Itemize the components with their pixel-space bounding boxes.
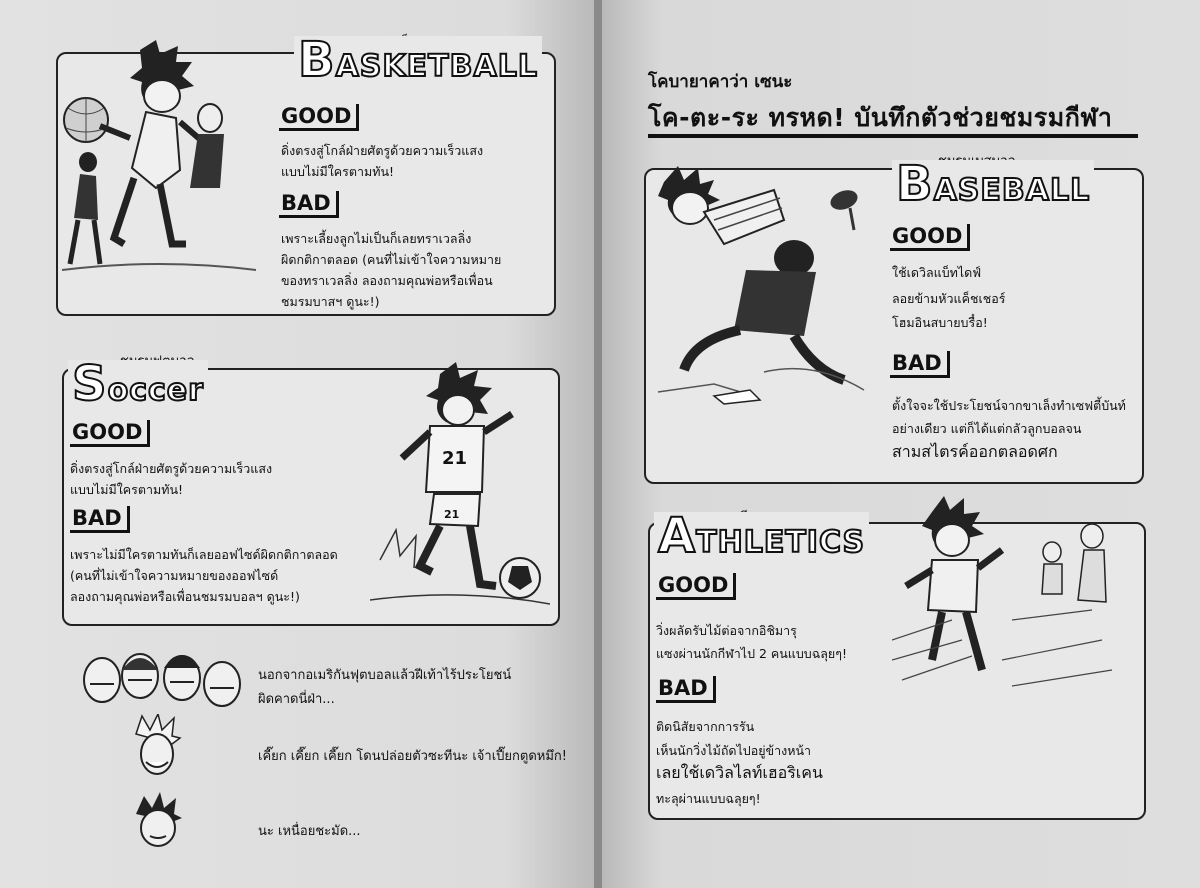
- soccer-bad-line-3: ลองถามคุณพ่อหรือเพื่อนชมรมบอลฯ ดูนะ!): [70, 589, 300, 604]
- basketball-player-illustration: [60, 38, 260, 278]
- basketball-title: BASKETBALL: [294, 36, 542, 84]
- soccer-bad-label: BAD: [70, 506, 130, 533]
- page-title: โค-ตะ-ระ ทรหด! บันทึกตัวช่วยชมรมกีฬา: [648, 103, 1113, 132]
- team-faces-illustration: [82, 640, 246, 716]
- sena-face-illustration: [132, 792, 184, 852]
- baseball-bad-line-2: อย่างเดียว แต่ก็ได้แต่กลัวลูกบอลจน: [892, 421, 1082, 436]
- athletics-good-line-2: แซงผ่านนักกีฬาไป 2 คนแบบฉลุยๆ!: [656, 646, 847, 661]
- title-underline: [648, 134, 1138, 138]
- athletics-bad-line-2: เห็นนักวิ่งไม้ถัดไปอยู่ข้างหน้า: [656, 743, 812, 758]
- basketball-good-label: GOOD: [279, 104, 359, 131]
- baseball-bad-label: BAD: [890, 351, 950, 378]
- svg-text:21: 21: [442, 448, 468, 469]
- athletics-good-label: GOOD: [656, 573, 736, 600]
- athletics-bad-line-4: ทะลุผ่านแบบฉลุยๆ!: [656, 791, 761, 806]
- athletics-bad-line-3: เลยใช้เดวิลไลท์เฮอริเคน: [656, 763, 823, 782]
- baseball-good-line-1: ใช้เดวิลแบ็ทไดฟ์: [892, 265, 982, 280]
- soccer-good-label: GOOD: [70, 420, 150, 447]
- baseball-good-line-3: โฮมอินสบายบรื๋อ!: [892, 315, 988, 330]
- basketball-good-line-2: แบบไม่มีใครตามทัน!: [281, 164, 395, 179]
- athletics-bad-label: BAD: [656, 676, 716, 703]
- baseball-good-label: GOOD: [890, 224, 970, 251]
- soccer-title: Soccer: [68, 360, 208, 408]
- basketball-bad-line-3: ของทราเวลลิ่ง ลองถามคุณพ่อหรือเพื่อน: [281, 273, 493, 288]
- baseball-bad-line-3: สามสไตรค์ออกตลอดศก: [892, 442, 1058, 461]
- athletics-title: ATHLETICS: [654, 512, 869, 560]
- basketball-good-line-1: ดิ่งตรงสู่โกล์ฝ่ายศัตรูด้วยความเร็วแสง: [281, 143, 484, 158]
- soccer-player-illustration: [370, 360, 550, 610]
- soccer-bad-line-2: (คนที่ไม่เข้าใจความหมายของออฟไซด์: [70, 568, 279, 583]
- footer-line-1b: ผิดคาดนี่ฝ่า...: [258, 692, 335, 707]
- baseball-good-line-2: ลอยข้ามหัวแค็ชเชอร์: [892, 291, 1006, 306]
- baseball-bad-line-1: ตั้งใจจะใช้ประโยชน์จากขาเล็งทำเซฟตี้บันท์: [892, 398, 1126, 413]
- hiruma-face-illustration: [132, 714, 182, 780]
- baseball-slide-illustration: [654, 160, 884, 410]
- footer-line-2: เคี๊ยก เคี๊ยก เคี๊ยก โดนปล่อยตัวซะทีนะ เจ้าเปี๊ยกตูดหมึก!: [258, 749, 568, 764]
- athletics-good-line-1: วิ่งผลัดรับไม้ต่อจากอิชิมารุ: [656, 623, 797, 638]
- soccer-good-line-2: แบบไม่มีใครตามทัน!: [70, 482, 184, 497]
- basketball-bad-line-4: ชมรมบาสฯ ดูนะ!): [281, 294, 380, 309]
- footer-line-1a: นอกจากอเมริกันฟุตบอลแล้วฝีเท้าไร้ประโยชน์: [258, 668, 512, 683]
- left-page: [0, 0, 596, 888]
- soccer-good-line-1: ดิ่งตรงสู่โกล์ฝ่ายศัตรูด้วยความเร็วแสง: [70, 461, 273, 476]
- basketball-bad-line-1: เพราะเลี้ยงลูกไม่เป็นก็เลยทราเวลลิ่ง: [281, 231, 472, 246]
- right-page: [602, 0, 1200, 888]
- soccer-bad-line-1: เพราะไม่มีใครตามทันก็เลยออฟไซด์ผิดกติกาตลอด: [70, 547, 338, 562]
- footer-line-3: นะ เหนื่อยชะมัด...: [258, 824, 361, 839]
- svg-text:21: 21: [444, 508, 460, 521]
- basketball-bad-line-2: ผิดกติกาตลอด (คนที่ไม่เข้าใจความหมาย: [281, 252, 502, 267]
- athletics-runners-illustration: [892, 490, 1132, 700]
- athletics-bad-line-1: ติดนิสัยจากการรัน: [656, 719, 755, 734]
- baseball-title: BASEBALL: [892, 160, 1094, 208]
- basketball-bad-label: BAD: [279, 191, 339, 218]
- author-heading: โคบายาคาว่า เซนะ: [648, 72, 793, 92]
